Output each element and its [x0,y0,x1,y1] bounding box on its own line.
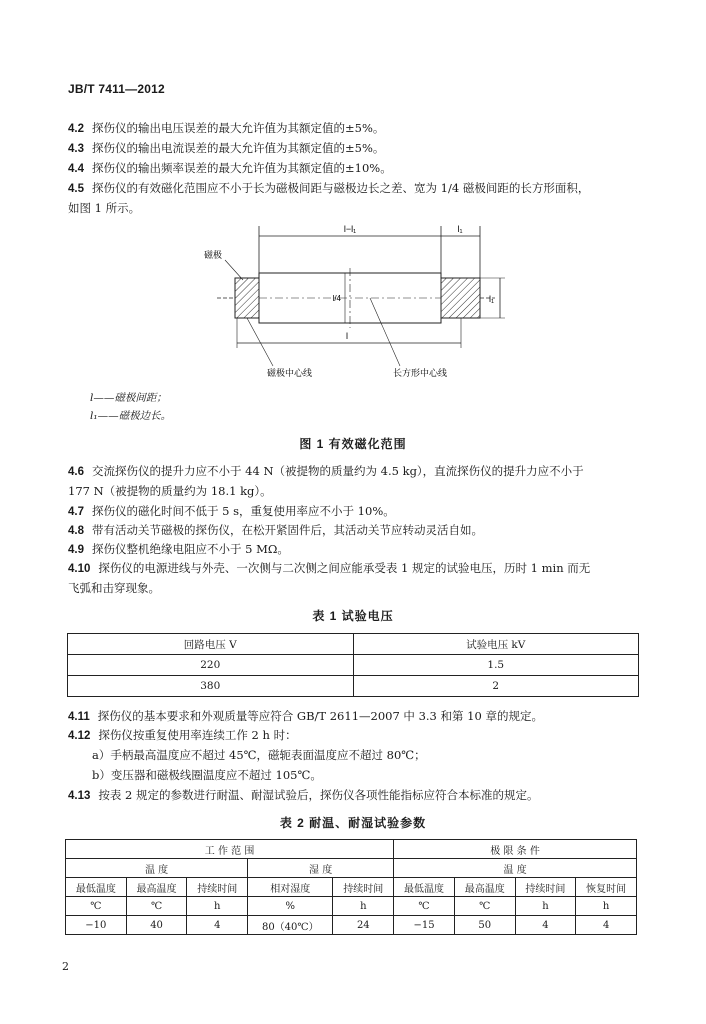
table-row [66,916,637,935]
table-cell: 4 [576,916,637,935]
clause-4-5: 4.5 探伤仪的有效磁化范围应不小于长为磁极间距与磁极边长之差、宽为 1/4 磁极间距的长方形面积， [68,181,590,195]
dim-label-l1-top: l₁ [457,224,463,234]
table-cell: 最高温度 [126,878,187,897]
figure-effective-magnetization [195,218,535,386]
table1-title: 表 1 试验电压 [312,609,394,623]
table-cell: h [576,897,637,916]
table-cell: 最高温度 [454,878,515,897]
table-row [66,859,637,878]
table-cell: 80（40℃） [248,916,333,935]
table2-group-limit-conditions: 极 限 条 件 [394,840,637,859]
table-cell: % [248,897,333,916]
clause-4-11: 4.11 探伤仪的基本要求和外观质量等应符合 GB/T 2611—2007 中 3.3 和第 10 章的规定。 [68,709,543,723]
table1-header-circuit-voltage: 回路电压 V [68,634,354,655]
clause-4-8: 4.8 带有活动关节磁极的探伤仪，在松开紧固件后，其活动关节应转动灵活自如。 [68,523,483,537]
label-pole-centerline: 磁极中心线 [267,368,313,378]
clause-4-13: 4.13 按表 2 规定的参数进行耐温、耐湿试验后，探伤仪各项性能指标应符合本标准的规定。 [68,788,539,802]
figure-caption: 图 1 有效磁化范围 [299,437,407,451]
dim-label-l: l [346,331,348,341]
clause-4-10-cont: 飞弧和击穿现象。 [68,581,160,595]
table-cell: 持续时间 [515,878,576,897]
clause-4-5-cont: 如图 1 所示。 [68,201,141,215]
table-cell: 1.5 [353,655,639,676]
table-cell: 恢复时间 [576,878,637,897]
standard-number-header: JB/T 7411—2012 [68,82,165,96]
clause-4-3: 4.3 探伤仪的输出电流误差的最大允许值为其额定值的±5%。 [68,141,385,155]
clause-4-2: 4.2 探伤仪的输出电压误差的最大允许值为其额定值的±5%。 [68,121,385,135]
table-row [66,878,637,897]
clause-4-12-b: b）变压器和磁极线圈温度应不超过 105℃。 [92,768,322,782]
table-cell: −10 [66,916,127,935]
label-pole: 磁极 [204,250,223,260]
table1-test-voltage [67,633,639,697]
table-row [68,676,639,697]
table-cell: 持续时间 [333,878,394,897]
table-cell: 4 [515,916,576,935]
table-cell: 220 [68,655,354,676]
clause-4-12-a: a）手柄最高温度应不超过 45℃，磁轭表面温度应不超过 80℃； [92,748,426,762]
table2-title: 表 2 耐温、耐湿试验参数 [279,816,427,830]
table-row [66,897,637,916]
table-cell: ℃ [66,897,127,916]
table2-temp-header: 温 度 [66,859,248,878]
table-cell: 相对湿度 [248,878,333,897]
table-cell: 4 [187,916,248,935]
table2-temp-humidity [65,839,637,935]
table-cell: 持续时间 [187,878,248,897]
dim-label-quarter: l/4 [332,294,341,303]
dim-label-l-minus-l1: l−l₁ [343,224,357,234]
clause-4-4: 4.4 探伤仪的输出频率误差的最大允许值为其额定值的±10%。 [68,161,392,175]
table-cell: ℃ [126,897,187,916]
table-row [68,655,639,676]
clause-4-6-cont: 177 N（被提物的质量约为 18.1 kg）。 [68,484,272,498]
clause-4-10: 4.10 探伤仪的电源进线与外壳、一次侧与二次侧之间应能承受表 1 规定的试验电压，历时 1 min 而无 [68,561,591,575]
table2-group-working-range: 工 作 范 围 [66,840,394,859]
table-row [68,634,639,655]
legend-l: l——磁极间距； [90,392,167,404]
clause-4-6: 4.6 交流探伤仪的提升力应不小于 44 N（被提物的质量约为 4.5 kg），直流探伤仪的提升力应不小于 [68,464,584,478]
table-cell: h [333,897,394,916]
table-cell: 40 [126,916,187,935]
table-cell: 380 [68,676,354,697]
table-cell: 50 [454,916,515,935]
legend-l1: l₁——磁极边长。 [90,410,172,422]
clause-4-12: 4.12 探伤仪按重复使用率连续工作 2 h 时： [68,728,297,742]
table-cell: 最低温度 [394,878,455,897]
table-cell: ℃ [394,897,455,916]
page-number: 2 [62,960,69,973]
table-cell: 最低温度 [66,878,127,897]
table2-humid-header: 湿 度 [248,859,394,878]
table1-header-test-voltage: 试验电压 kV [353,634,639,655]
table-cell: ℃ [454,897,515,916]
table2-temp-header-2: 温 度 [394,859,637,878]
dim-label-h: l₁ [489,294,495,304]
table-cell: h [187,897,248,916]
table-row [66,840,637,859]
table-cell: h [515,897,576,916]
clause-4-9: 4.9 探伤仪整机绝缘电阻应不小于 5 MΩ。 [68,542,289,556]
table-cell: −15 [394,916,455,935]
table-cell: 2 [353,676,639,697]
label-rect-centerline: 长方形中心线 [393,368,448,378]
clause-4-7: 4.7 探伤仪的磁化时间不低于 5 s，重复使用率应不小于 10%。 [68,504,395,518]
table-cell: 24 [333,916,394,935]
